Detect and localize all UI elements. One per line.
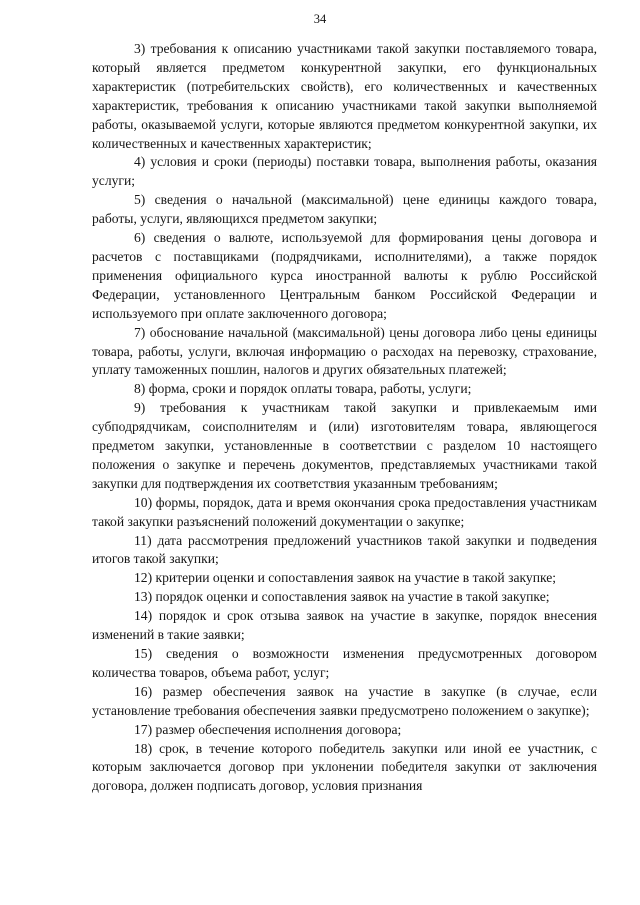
paragraph-item-18: 18) срок, в течение которого победитель закупки или иной ее участник, с которым заключается договор при уклонении победителя закупки от заключения договора, должен подписать договор, условия признания <box>92 740 597 794</box>
paragraph-item-3: 3) требования к описанию участниками такой закупки поставляемого товара, который является предметом конкурентной закупки, его функциональных характеристик (потребительских свойств), его количественных и качественных характеристик, требования к описанию участниками такой закупки выполняемой работы, оказываемой услуги, которые являются предметом конкурентной закупки, их количественных и качественных характеристик; <box>92 41 597 151</box>
paragraph-item-9: 9) требования к участникам такой закупки и привлекаемым ими субподрядчикам, соисполнителям и (или) изготовителям товара, являющегося предметом закупки, установленные в соответствии с разделом 10 настоящего положения о закупке и перечень документов, представляемых участниками такой закупки для подтверждения их соответствия указанным требованиям; <box>92 400 597 491</box>
paragraph-item-11: 11) дата рассмотрения предложений участников такой закупки и подведения итогов такой закупки; <box>92 532 597 567</box>
page-number: 34 <box>313 12 327 26</box>
paragraph-item-4: 4) условия и сроки (периоды) поставки товара, выполнения работы, оказания услуги; <box>92 154 597 189</box>
paragraph-item-13: 13) порядок оценки и сопоставления заявок на участие в такой закупке; <box>134 589 550 605</box>
paragraph-item-16: 16) размер обеспечения заявок на участие в закупке (в случае, если установление требования обеспечения заявки предусмотрено положением о закупке); <box>92 683 597 718</box>
paragraph-item-17: 17) размер обеспечения исполнения договора; <box>134 721 402 737</box>
paragraph-item-10: 10) формы, порядок, дата и время окончания срока предоставления участникам такой закупки разъяснений положений документации о закупке; <box>92 494 597 529</box>
paragraph-item-15: 15) сведения о возможности изменения предусмотренных договором количества товаров, объема работ, услуг; <box>92 646 597 680</box>
paragraph-item-5: 5) сведения о начальной (максимальной) цене единицы каждого товара, работы, услуги, являющихся предметом закупки; <box>92 192 597 227</box>
paragraph-item-14: 14) порядок и срок отзыва заявок на участие в закупке, порядок внесения изменений в такие заявки; <box>92 608 597 643</box>
paragraph-item-8: 8) форма, сроки и порядок оплаты товара, работы, услуги; <box>134 381 472 397</box>
paragraph-item-7: 7) обоснование начальной (максимальной) цены договора либо цены единицы товара, работы, услуги, включая информацию о расходах на перевозку, страхование, уплату таможенных пошлин, налогов и других обязательных платежей; <box>92 324 597 378</box>
paragraph-item-6: 6) сведения о валюте, используемой для формирования цены договора и расчетов с поставщиками (подрядчиками, исполнителями), а также порядок применения официального курса иностранной валюты к рублю Российской Федерации, установленного Центральным банком Российской Федерации и используемого при оплате заключенного договора; <box>92 230 597 321</box>
document-body <box>92 40 597 796</box>
paragraph-item-12: 12) критерии оценки и сопоставления заявок на участие в такой закупке; <box>134 570 557 586</box>
